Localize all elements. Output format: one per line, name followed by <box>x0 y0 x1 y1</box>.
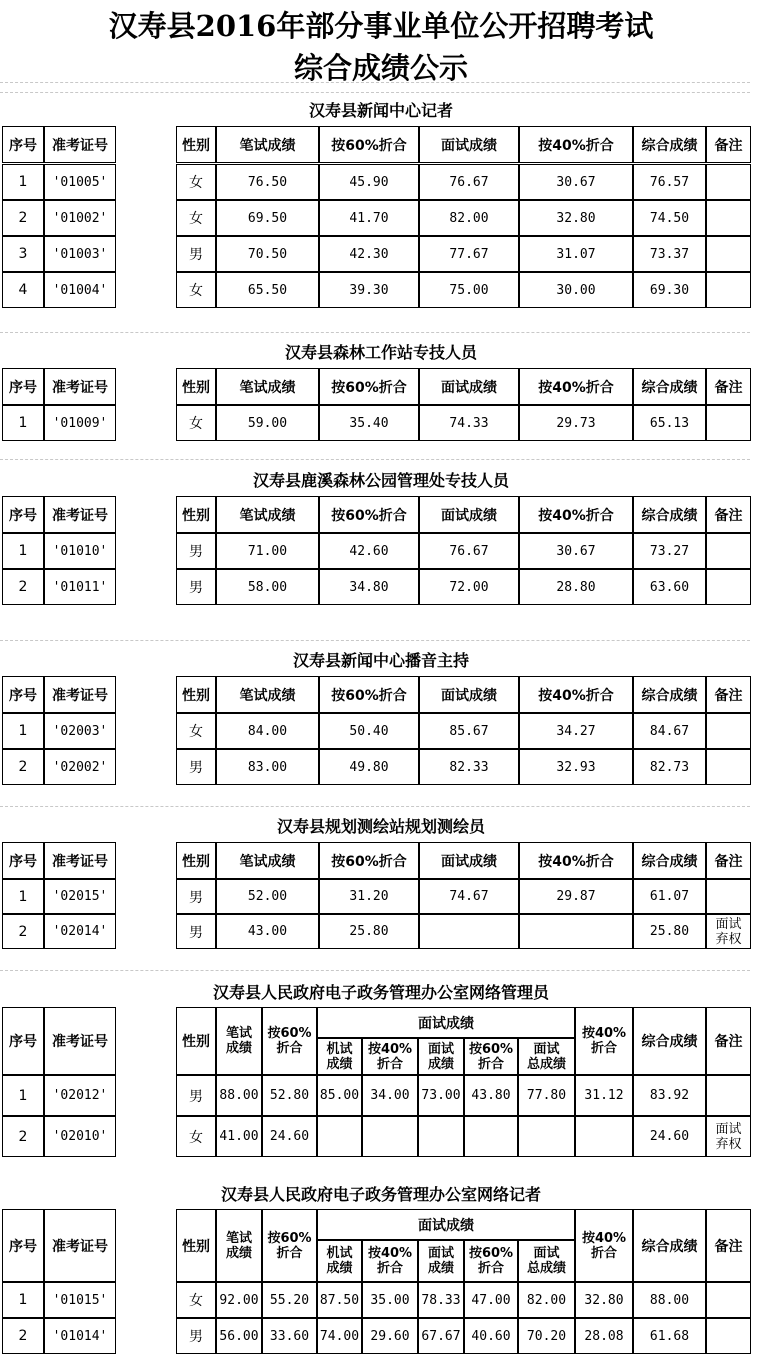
row-total-score: 73.27 <box>633 533 706 569</box>
col-header-ticket: 准考证号 <box>44 1209 116 1282</box>
sheet-gridline <box>0 970 750 971</box>
row-interview-score: 77.67 <box>419 236 519 272</box>
row-interview-total: 82.00 <box>518 1282 575 1318</box>
section-title: 汉寿县人民政府电子政务管理办公室网络记者 <box>220 1185 541 1204</box>
section-title: 汉寿县规划测绘站规划测绘员 <box>276 817 485 836</box>
row-interview-score: 78.33 <box>418 1282 464 1318</box>
row-written-score: 56.00 <box>216 1318 262 1354</box>
col-header-written: 笔试 成绩 <box>216 1209 262 1282</box>
row-written-60: 25.80 <box>319 914 419 949</box>
page-title-line1: 汉寿县2016年部分事业单位公开招聘考试 <box>108 9 654 43</box>
row-seq: 1 <box>2 164 44 200</box>
row-remark <box>706 1318 751 1354</box>
row-total-score: 84.67 <box>633 713 706 749</box>
col-header-remark: 备注 <box>706 1007 751 1075</box>
row-interview-score: 72.00 <box>419 569 519 605</box>
row-total-score: 76.57 <box>633 164 706 200</box>
row-gender: 男 <box>176 1318 216 1354</box>
col-header-written: 笔试 成绩 <box>216 1007 262 1075</box>
row-interview-score: 75.00 <box>419 272 519 308</box>
sheet-gridline <box>0 640 750 641</box>
row-remark <box>706 713 751 749</box>
row-remark <box>706 200 751 236</box>
row-ticket: '01003' <box>44 236 116 272</box>
row-written-score: 43.00 <box>216 914 319 949</box>
col-header-written-60: 按60% 折合 <box>262 1209 317 1282</box>
row-total-score: 61.07 <box>633 879 706 914</box>
row-total-score: 74.50 <box>633 200 706 236</box>
col-header-interview: 面试成绩 <box>419 676 519 713</box>
row-gender: 女 <box>176 1116 216 1157</box>
row-interview-60 <box>464 1116 518 1157</box>
col-header-ticket: 准考证号 <box>44 842 116 879</box>
row-machine-score <box>317 1116 362 1157</box>
row-machine-score: 74.00 <box>317 1318 362 1354</box>
row-remark <box>706 236 751 272</box>
col-header-total: 综合成绩 <box>633 126 706 163</box>
row-gender: 男 <box>176 236 216 272</box>
row-total-score: 82.73 <box>633 749 706 785</box>
row-written-60: 34.80 <box>319 569 419 605</box>
row-written-score: 88.00 <box>216 1075 262 1116</box>
col-header-interview: 面试成绩 <box>419 126 519 163</box>
row-seq: 1 <box>2 533 44 569</box>
col-header-interview-total: 面试 总成绩 <box>518 1240 575 1282</box>
row-interview-total: 70.20 <box>518 1318 575 1354</box>
row-interview-score: 76.67 <box>419 533 519 569</box>
row-machine-score: 85.00 <box>317 1075 362 1116</box>
row-interview-40: 32.93 <box>519 749 633 785</box>
col-header-total: 综合成绩 <box>633 1007 706 1075</box>
col-header-seq: 序号 <box>2 1209 44 1282</box>
row-seq: 2 <box>2 569 44 605</box>
row-written-score: 71.00 <box>216 533 319 569</box>
row-ticket: '01005' <box>44 164 116 200</box>
row-interview-score <box>418 1116 464 1157</box>
row-interview-60: 43.80 <box>464 1075 518 1116</box>
row-gender: 女 <box>176 200 216 236</box>
row-interview-score: 82.33 <box>419 749 519 785</box>
col-header-total: 综合成绩 <box>633 842 706 879</box>
col-header-written-60: 按60%折合 <box>319 126 419 163</box>
section-title: 汉寿县人民政府电子政务管理办公室网络管理员 <box>212 983 549 1002</box>
col-header-written-60: 按60%折合 <box>319 368 419 405</box>
row-written-score: 83.00 <box>216 749 319 785</box>
row-written-score: 41.00 <box>216 1116 262 1157</box>
row-written-60: 24.60 <box>262 1116 317 1157</box>
row-written-60: 50.40 <box>319 713 419 749</box>
col-header-gender: 性别 <box>176 126 216 163</box>
col-header-written-60: 按60% 折合 <box>262 1007 317 1075</box>
row-gender: 男 <box>176 569 216 605</box>
row-ticket: '02012' <box>44 1075 116 1116</box>
col-group-header-interview: 面试成绩 <box>317 1007 575 1038</box>
row-ticket: '01015' <box>44 1282 116 1318</box>
col-header-final-40: 按40% 折合 <box>575 1007 633 1075</box>
row-gender: 男 <box>176 749 216 785</box>
section-title: 汉寿县新闻中心记者 <box>308 101 453 120</box>
row-remark: 面试 弃权 <box>706 914 751 949</box>
row-gender: 女 <box>176 272 216 308</box>
sheet-gridline <box>0 459 750 460</box>
row-remark <box>706 272 751 308</box>
col-header-seq: 序号 <box>2 1007 44 1075</box>
col-header-interview-40: 按40%折合 <box>519 126 633 163</box>
col-header-remark: 备注 <box>706 1209 751 1282</box>
row-ticket: '01004' <box>44 272 116 308</box>
row-total-score: 88.00 <box>633 1282 706 1318</box>
row-machine-40 <box>362 1116 418 1157</box>
row-gender: 女 <box>176 164 216 200</box>
row-remark <box>706 569 751 605</box>
row-total-score: 63.60 <box>633 569 706 605</box>
row-remark: 面试 弃权 <box>706 1116 751 1157</box>
col-header-interview-score: 面试 成绩 <box>418 1038 464 1075</box>
row-interview-40: 32.80 <box>519 200 633 236</box>
row-written-60: 45.90 <box>319 164 419 200</box>
row-interview-score: 82.00 <box>419 200 519 236</box>
col-header-interview: 面试成绩 <box>419 368 519 405</box>
row-ticket: '02015' <box>44 879 116 914</box>
col-header-machine-score: 机试 成绩 <box>317 1240 362 1282</box>
col-header-remark: 备注 <box>706 126 751 163</box>
col-header-gender: 性别 <box>176 1007 216 1075</box>
row-gender: 女 <box>176 713 216 749</box>
col-header-seq: 序号 <box>2 126 44 163</box>
row-machine-40: 29.60 <box>362 1318 418 1354</box>
col-header-total: 综合成绩 <box>633 676 706 713</box>
col-header-written-60: 按60%折合 <box>319 842 419 879</box>
row-interview-60: 47.00 <box>464 1282 518 1318</box>
row-total-score: 65.13 <box>633 405 706 441</box>
row-interview-40 <box>519 914 633 949</box>
row-ticket: '01011' <box>44 569 116 605</box>
row-total-score: 83.92 <box>633 1075 706 1116</box>
row-interview-score: 85.67 <box>419 713 519 749</box>
row-remark <box>706 1282 751 1318</box>
row-interview-40: 34.27 <box>519 713 633 749</box>
row-seq: 1 <box>2 713 44 749</box>
col-header-interview-60: 按60% 折合 <box>464 1038 518 1075</box>
row-written-60: 41.70 <box>319 200 419 236</box>
row-written-score: 92.00 <box>216 1282 262 1318</box>
row-written-score: 58.00 <box>216 569 319 605</box>
row-seq: 2 <box>2 749 44 785</box>
row-total-score: 73.37 <box>633 236 706 272</box>
row-seq: 2 <box>2 914 44 949</box>
row-interview-40: 28.80 <box>519 569 633 605</box>
row-ticket: '02014' <box>44 914 116 949</box>
section-title: 汉寿县森林工作站专技人员 <box>284 343 477 362</box>
row-written-score: 84.00 <box>216 713 319 749</box>
row-interview-60: 40.60 <box>464 1318 518 1354</box>
row-interview-score: 76.67 <box>419 164 519 200</box>
col-header-ticket: 准考证号 <box>44 676 116 713</box>
row-interview-40: 30.67 <box>519 533 633 569</box>
col-header-interview-score: 面试 成绩 <box>418 1240 464 1282</box>
col-header-interview: 面试成绩 <box>419 496 519 533</box>
col-header-remark: 备注 <box>706 496 751 533</box>
col-header-written: 笔试成绩 <box>216 842 319 879</box>
col-header-ticket: 准考证号 <box>44 368 116 405</box>
row-ticket: '01010' <box>44 533 116 569</box>
row-remark <box>706 879 751 914</box>
col-header-machine-score: 机试 成绩 <box>317 1038 362 1075</box>
col-header-machine-40: 按40% 折合 <box>362 1240 418 1282</box>
row-final-40: 32.80 <box>575 1282 633 1318</box>
row-ticket: '01009' <box>44 405 116 441</box>
col-header-gender: 性别 <box>176 368 216 405</box>
row-written-60: 31.20 <box>319 879 419 914</box>
col-header-written: 笔试成绩 <box>216 368 319 405</box>
row-gender: 女 <box>176 1282 216 1318</box>
row-interview-40: 30.00 <box>519 272 633 308</box>
row-interview-total <box>518 1116 575 1157</box>
row-seq: 3 <box>2 236 44 272</box>
row-written-60: 39.30 <box>319 272 419 308</box>
col-header-machine-40: 按40% 折合 <box>362 1038 418 1075</box>
row-remark <box>706 1075 751 1116</box>
row-written-60: 33.60 <box>262 1318 317 1354</box>
col-header-ticket: 准考证号 <box>44 1007 116 1075</box>
section-title: 汉寿县新闻中心播音主持 <box>292 651 469 670</box>
row-machine-score: 87.50 <box>317 1282 362 1318</box>
col-header-seq: 序号 <box>2 368 44 405</box>
row-ticket: '01014' <box>44 1318 116 1354</box>
row-remark <box>706 405 751 441</box>
row-total-score: 24.60 <box>633 1116 706 1157</box>
row-seq: 1 <box>2 1075 44 1116</box>
col-header-interview-40: 按40%折合 <box>519 842 633 879</box>
row-interview-score <box>419 914 519 949</box>
col-header-gender: 性别 <box>176 496 216 533</box>
section-title: 汉寿县鹿溪森林公园管理处专技人员 <box>252 471 509 490</box>
row-written-60: 42.30 <box>319 236 419 272</box>
col-header-gender: 性别 <box>176 676 216 713</box>
row-seq: 1 <box>2 1282 44 1318</box>
col-header-remark: 备注 <box>706 368 751 405</box>
row-total-score: 25.80 <box>633 914 706 949</box>
col-header-total: 综合成绩 <box>633 1209 706 1282</box>
sheet-gridline <box>0 332 750 333</box>
row-final-40: 28.08 <box>575 1318 633 1354</box>
row-remark <box>706 164 751 200</box>
row-remark <box>706 533 751 569</box>
sheet-gridline <box>0 82 750 83</box>
col-header-gender: 性别 <box>176 1209 216 1282</box>
row-gender: 男 <box>176 533 216 569</box>
row-gender: 男 <box>176 914 216 949</box>
sheet-gridline <box>0 92 750 93</box>
col-header-total: 综合成绩 <box>633 496 706 533</box>
col-header-seq: 序号 <box>2 676 44 713</box>
col-header-written-60: 按60%折合 <box>319 676 419 713</box>
row-written-score: 70.50 <box>216 236 319 272</box>
col-header-remark: 备注 <box>706 842 751 879</box>
row-total-score: 61.68 <box>633 1318 706 1354</box>
row-seq: 1 <box>2 879 44 914</box>
row-gender: 女 <box>176 405 216 441</box>
row-interview-40: 31.07 <box>519 236 633 272</box>
col-header-written: 笔试成绩 <box>216 676 319 713</box>
row-written-60: 55.20 <box>262 1282 317 1318</box>
row-written-score: 76.50 <box>216 164 319 200</box>
row-interview-40: 29.73 <box>519 405 633 441</box>
sheet-gridline <box>0 806 750 807</box>
col-group-header-interview: 面试成绩 <box>317 1209 575 1240</box>
col-header-ticket: 准考证号 <box>44 496 116 533</box>
col-header-seq: 序号 <box>2 842 44 879</box>
row-seq: 4 <box>2 272 44 308</box>
page-title-line2: 综合成绩公示 <box>293 51 468 85</box>
col-header-interview-40: 按40%折合 <box>519 676 633 713</box>
col-header-interview: 面试成绩 <box>419 842 519 879</box>
row-interview-total: 77.80 <box>518 1075 575 1116</box>
row-written-60: 42.60 <box>319 533 419 569</box>
row-interview-score: 74.67 <box>419 879 519 914</box>
row-interview-40: 29.87 <box>519 879 633 914</box>
col-header-final-40: 按40% 折合 <box>575 1209 633 1282</box>
row-ticket: '02010' <box>44 1116 116 1157</box>
row-final-40 <box>575 1116 633 1157</box>
row-interview-40: 30.67 <box>519 164 633 200</box>
row-remark <box>706 749 751 785</box>
row-interview-score: 74.33 <box>419 405 519 441</box>
col-header-remark: 备注 <box>706 676 751 713</box>
col-header-written: 笔试成绩 <box>216 496 319 533</box>
row-seq: 2 <box>2 1318 44 1354</box>
row-ticket: '02002' <box>44 749 116 785</box>
row-gender: 男 <box>176 879 216 914</box>
col-header-ticket: 准考证号 <box>44 126 116 163</box>
col-header-interview-60: 按60% 折合 <box>464 1240 518 1282</box>
col-header-gender: 性别 <box>176 842 216 879</box>
row-ticket: '01002' <box>44 200 116 236</box>
row-written-60: 35.40 <box>319 405 419 441</box>
col-header-interview-total: 面试 总成绩 <box>518 1038 575 1075</box>
row-ticket: '02003' <box>44 713 116 749</box>
row-seq: 1 <box>2 405 44 441</box>
row-interview-score: 67.67 <box>418 1318 464 1354</box>
col-header-interview-40: 按40%折合 <box>519 368 633 405</box>
col-header-total: 综合成绩 <box>633 368 706 405</box>
row-total-score: 69.30 <box>633 272 706 308</box>
col-header-written: 笔试成绩 <box>216 126 319 163</box>
col-header-written-60: 按60%折合 <box>319 496 419 533</box>
row-final-40: 31.12 <box>575 1075 633 1116</box>
row-written-60: 49.80 <box>319 749 419 785</box>
row-machine-40: 35.00 <box>362 1282 418 1318</box>
row-seq: 2 <box>2 1116 44 1157</box>
row-interview-score: 73.00 <box>418 1075 464 1116</box>
row-written-score: 65.50 <box>216 272 319 308</box>
row-seq: 2 <box>2 200 44 236</box>
row-written-score: 52.00 <box>216 879 319 914</box>
row-written-score: 59.00 <box>216 405 319 441</box>
row-written-score: 69.50 <box>216 200 319 236</box>
row-gender: 男 <box>176 1075 216 1116</box>
col-header-seq: 序号 <box>2 496 44 533</box>
row-written-60: 52.80 <box>262 1075 317 1116</box>
row-machine-40: 34.00 <box>362 1075 418 1116</box>
col-header-interview-40: 按40%折合 <box>519 496 633 533</box>
